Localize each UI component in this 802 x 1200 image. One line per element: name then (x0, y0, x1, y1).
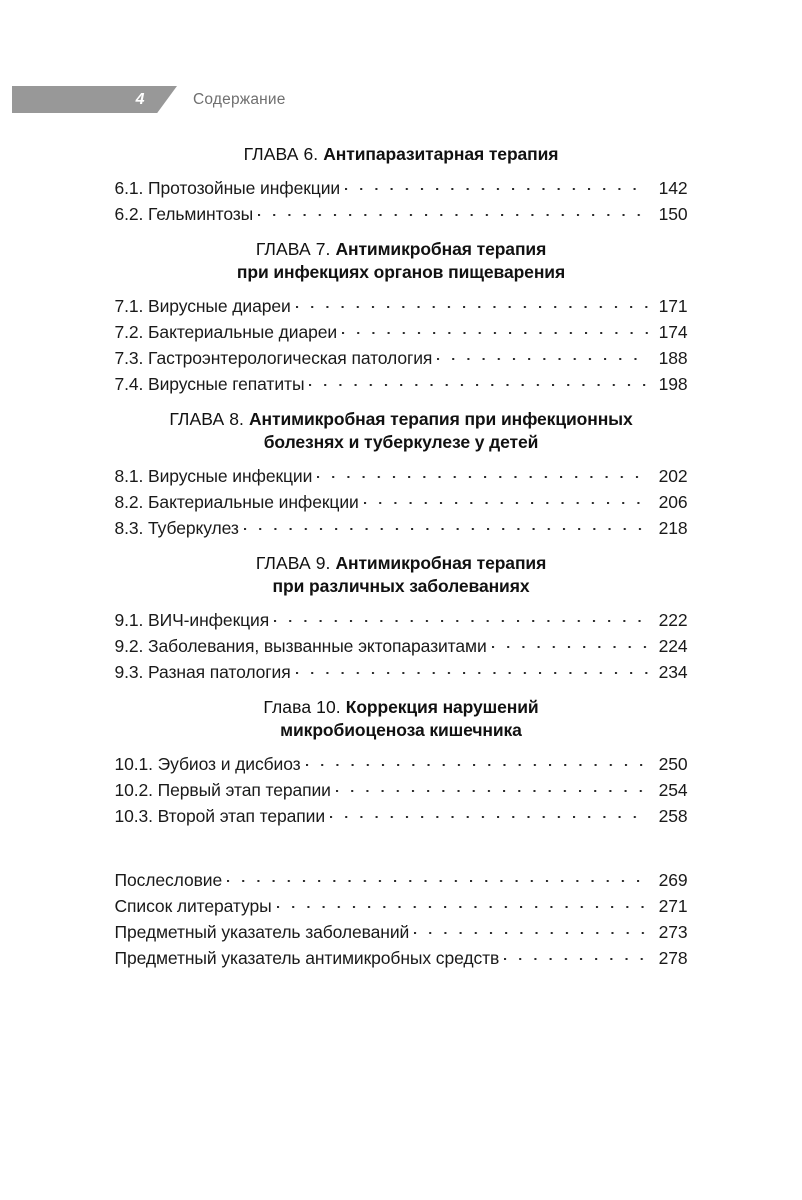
toc-entry-title: 8.1. Вирусные инфекции (114, 466, 313, 486)
toc-chapter-block (0, 132, 802, 227)
toc-entry-list (0, 463, 802, 541)
toc-entry-title: 9.2. Заболевания, вызванные эктопаразитами (114, 636, 487, 656)
dot-leader (309, 372, 647, 390)
toc-entry[interactable] (115, 489, 688, 515)
toc-entry-list (0, 293, 802, 397)
toc-entry-title: 7.4. Вирусные гепатиты (114, 374, 305, 394)
toc-entry[interactable] (115, 659, 688, 685)
chapter-heading (114, 227, 689, 293)
toc-entry[interactable] (115, 607, 688, 633)
chapter-heading (114, 132, 689, 175)
toc-back-matter (0, 867, 802, 971)
toc-entry-page-number: 269 (658, 870, 688, 890)
toc-entry[interactable] (115, 867, 688, 893)
dot-leader (342, 320, 647, 338)
chapter-title-text: Антимикробная терапия (335, 553, 547, 573)
toc-chapter-block (0, 397, 802, 541)
toc-entry[interactable] (115, 919, 688, 945)
toc-entry-title: 8.3. Туберкулез (114, 518, 239, 538)
toc-entry[interactable] (115, 633, 688, 659)
chapter-number-label: ГЛАВА 7. (255, 239, 336, 259)
dot-leader (414, 920, 647, 938)
chapter-title-text: при различных заболеваниях (272, 576, 530, 596)
chapter-title-text: болезнях и туберкулезе у детей (263, 432, 539, 452)
dot-leader (336, 778, 648, 796)
toc-entry-page-number: 234 (658, 662, 688, 682)
toc-entry-title: 10.3. Второй этап терапии (114, 806, 326, 826)
chapter-number-label: ГЛАВА 9. (255, 553, 336, 573)
dot-leader (274, 608, 647, 626)
dot-leader (244, 516, 648, 534)
toc-entry[interactable] (115, 893, 688, 919)
toc-entry-title: 9.3. Разная патология (114, 662, 291, 682)
toc-entry[interactable] (115, 345, 688, 371)
toc-entry[interactable] (115, 463, 688, 489)
toc-entry[interactable] (115, 945, 688, 971)
toc-entry-title: Список литературы (114, 896, 272, 916)
chapter-heading (114, 685, 689, 751)
dot-leader (317, 464, 647, 482)
toc-chapter-block (0, 227, 802, 397)
toc-entry[interactable] (115, 319, 688, 345)
dot-leader (306, 752, 648, 770)
toc-entry-page-number: 174 (658, 322, 688, 342)
toc-entry-page-number: 142 (658, 178, 688, 198)
dot-leader (504, 946, 647, 964)
toc-entry[interactable] (115, 175, 688, 201)
toc-entry-page-number: 258 (658, 806, 688, 826)
chapter-title-text: Антимикробная терапия (335, 239, 547, 259)
toc-entry-title: 10.1. Эубиоз и дисбиоз (114, 754, 301, 774)
toc-entry-page-number: 271 (658, 896, 688, 916)
toc-chapter-block (0, 541, 802, 685)
dot-leader (277, 894, 648, 912)
dot-leader (296, 660, 648, 678)
toc-entry-title: 9.1. ВИЧ-инфекция (114, 610, 270, 630)
toc-entry-title: 7.3. Гастроэнтерологическая патология (114, 348, 433, 368)
toc-entry-page-number: 188 (658, 348, 688, 368)
page-number: 4 (135, 90, 145, 108)
toc-entry-title: 10.2. Первый этап терапии (114, 780, 331, 800)
toc-entry-page-number: 171 (658, 296, 688, 316)
toc-entry-list (0, 751, 802, 829)
toc-entry-list (0, 175, 802, 227)
toc-entry-page-number: 206 (658, 492, 688, 512)
toc-entry-page-number: 150 (658, 204, 688, 224)
toc-entry-title: Предметный указатель антимикробных средств (114, 948, 500, 968)
toc-entry-page-number: 218 (658, 518, 688, 538)
chapter-number-label: Глава 10. (263, 697, 346, 717)
dot-leader (296, 294, 648, 312)
chapter-heading (114, 541, 689, 607)
toc-entry-page-number: 254 (658, 780, 688, 800)
toc-entry-title: 7.2. Бактериальные диареи (114, 322, 338, 342)
chapter-title-text: микробиоценоза кишечника (280, 720, 522, 740)
toc-chapter-block (0, 685, 802, 829)
running-head (0, 86, 802, 116)
running-head-title: Содержание (193, 90, 286, 108)
chapter-title-text: Антипаразитарная терапия (323, 144, 559, 164)
toc-entry[interactable] (115, 201, 688, 227)
dot-leader (364, 490, 648, 508)
chapter-number-label: ГЛАВА 6. (243, 144, 324, 164)
toc-entry-page-number: 222 (658, 610, 688, 630)
toc-entry-title: 7.1. Вирусные диареи (114, 296, 291, 316)
toc-entry[interactable] (115, 371, 688, 397)
toc-entry-page-number: 250 (658, 754, 688, 774)
toc-entry[interactable] (115, 777, 688, 803)
table-of-contents (0, 132, 802, 971)
chapter-title-text: Коррекция нарушений (345, 697, 539, 717)
toc-entry-page-number: 273 (658, 922, 688, 942)
dot-leader (330, 804, 647, 822)
toc-entry-page-number: 202 (658, 466, 688, 486)
toc-entry-page-number: 198 (658, 374, 688, 394)
toc-entry-title: 8.2. Бактериальные инфекции (114, 492, 359, 512)
toc-entry-title: 6.2. Гельминтозы (114, 204, 254, 224)
toc-entry[interactable] (115, 515, 688, 541)
chapter-title-text: при инфекциях органов пищеварения (236, 262, 566, 282)
dot-leader (345, 176, 647, 194)
toc-entry-title: Послесловие (114, 870, 223, 890)
dot-leader (492, 634, 648, 652)
back-matter-spacer (0, 829, 802, 867)
toc-entry-page-number: 224 (658, 636, 688, 656)
toc-chapter-blocks (0, 132, 802, 829)
toc-entry-title: Предметный указатель заболеваний (114, 922, 410, 942)
toc-entry[interactable] (115, 751, 688, 777)
toc-entry-page-number: 278 (658, 948, 688, 968)
toc-entry-list (0, 607, 802, 685)
toc-entry[interactable] (115, 803, 688, 829)
toc-entry[interactable] (115, 293, 688, 319)
dot-leader (437, 346, 647, 364)
dot-leader (227, 868, 647, 886)
chapter-title-text: Антимикробная терапия при инфекционных (248, 409, 633, 429)
toc-entry-title: 6.1. Протозойные инфекции (114, 178, 341, 198)
dot-leader (258, 202, 647, 220)
chapter-heading (114, 397, 689, 463)
chapter-number-label: ГЛАВА 8. (169, 409, 249, 429)
